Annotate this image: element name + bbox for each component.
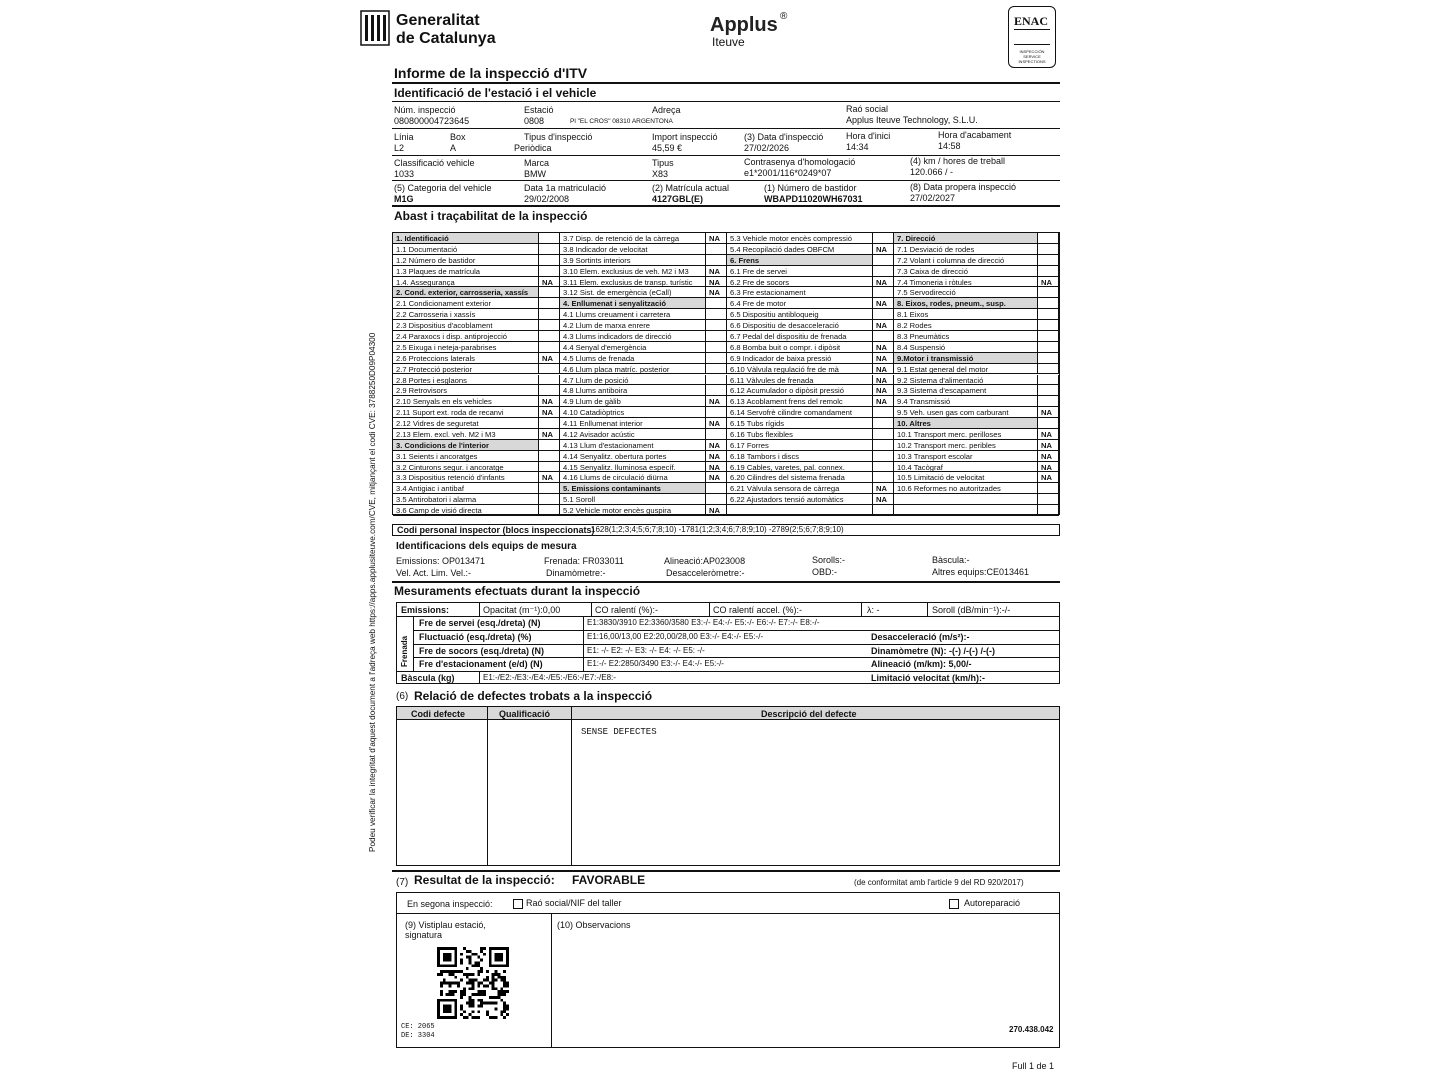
abast-item: 4.4 Senyal d'emergència — [560, 342, 705, 353]
abast-item: 4.15 Senyalitz. lluminosa específ. — [560, 462, 705, 473]
abast-item: 3.1 Seients i ancoratges — [393, 451, 538, 462]
abast-na-cell — [538, 266, 560, 277]
abast-item: 9.2 Sistema d'alimentació — [894, 375, 1037, 386]
abast-na-cell — [538, 298, 560, 309]
abast-na-cell: NA — [705, 418, 727, 429]
applus-subtitle: Iteuve — [712, 35, 745, 49]
defectes-table: Codi defecte Qualificació Descripció del defecte SENSE DEFECTES — [396, 706, 1060, 866]
abast-item: 6.1 Fre de servei — [727, 266, 872, 277]
abast-item: 2.6 Proteccions laterals — [393, 353, 538, 364]
abast-na-cell — [1037, 287, 1059, 298]
abast-na-cell: NA — [1037, 472, 1059, 483]
abast-na-cell — [1037, 342, 1059, 353]
abast-na-cell: NA — [705, 277, 727, 288]
abast-na-cell — [705, 364, 727, 375]
abast-na-cell — [1037, 331, 1059, 342]
abast-na-cell: NA — [705, 233, 727, 244]
applus-registered-mark: ® — [780, 11, 788, 22]
abast-na-cell — [1037, 505, 1059, 516]
abast-item: 2.10 Senyals en els vehicles — [393, 396, 538, 407]
generalitat-line2: de Catalunya — [396, 30, 496, 47]
abast-na-cell: NA — [872, 320, 894, 331]
abast-item: 6.21 Vàlvula sensora de càrrega — [727, 483, 872, 494]
abast-item: 9.4 Transmissió — [894, 396, 1037, 407]
abast-na-cell — [1037, 255, 1059, 266]
abast-item: 4.10 Catadiòptrics — [560, 407, 705, 418]
abast-item: 4.12 Avisador acústic — [560, 429, 705, 440]
abast-na-cell — [872, 429, 894, 440]
abast-na-cell: NA — [872, 364, 894, 375]
abast-item: 3.9 Sortints interiors — [560, 255, 705, 266]
abast-na-cell: NA — [538, 407, 560, 418]
abast-item: 1.4. Assegurança — [393, 277, 538, 288]
abast-item: 2.4 Paraxocs i disp. antiprojecció — [393, 331, 538, 342]
abast-na-cell — [1037, 233, 1059, 244]
abast-na-cell: NA — [872, 298, 894, 309]
abast-item: 1.1 Documentació — [393, 244, 538, 255]
abast-na-cell: NA — [705, 396, 727, 407]
abast-na-cell — [705, 244, 727, 255]
abast-na-cell — [1037, 483, 1059, 494]
abast-na-cell — [1037, 244, 1059, 255]
abast-item: 2.11 Suport ext. roda de recanvi — [393, 407, 538, 418]
itv-report-sheet: Generalitat de Catalunya Applus ® Iteuve ENAC INSPECCIÓN SERVICE INSPECTIONS Informe de la inspecció d'ITV Identificació de l'estació i el vehicle Núm. inspecció 080800004723645 Estació 0808 Adreça Pl "EL CROS" 08310 ARGENTONA Raó social Applus Iteuve Technology, S.L.U. Línia L2 Box A Tipus d'inspecció Periòdica Import inspecció 45,59 € (3) Data d'inspecció 27/02/2026 Hora d'inici 14:34 Hora d'acabament 14:58 Classificació vehicle 1033 Marca BMW Tipus X83 Contrasenya d'homologació e1*2001/116*0249*07 (4) km / hores de treball 120.066 / - (5) Categoria del vehicle M1G Data 1a matriculació 29/02/2008 (2) Matrícula actual 4127GBL(E) (1) Número de bastidor WBAPD11020WH67031 (8) Data propera inspecció 27/02/2027 Abast i traçabilitat de la inspecció 1. Identificació 1.1 Documentació 1.2 Número de bastidor 1.3 Plaques de matrícula 1.4. Assegurança NA 2. Cond. exterior, carrosseria, xassís 2.1 Condicionament exterior 2.2 Carrosseria i xassís 2.3 Dispositius d'acoblament 2.4 Paraxocs i disp. antiprojecció 2.5 Eixuga i neteja-parabrises 2.6 Proteccions laterals NA 2.7 Protecció posterior 2.8 Portes i esglaons 2.9 Retrovisors 2.10 Senyals en els vehicles NA 2.11 Suport ext. roda de recanvi NA 2.12 Vidres de seguretat 2.13 Elem. excl. veh. M2 i M3 NA 3. Condicions de l'interior 3.1 Seients i ancoratges 3.2 Cinturons segur. i ancoratge 3.3 Dispositius retenció d'infants NA 3.4 Antigiac i antibaf 3.5 Antirobatori i alarma 3.6 Camp de visió directa 3.7 Disp. de retenció de la càrrega NA 3.8 Indicador de velocitat 3.9 Sortints interiors 3.10 Elem. exclusius de veh. M2 i M3 NA 3.11 Elem. exclusius de transp. turístic NA 3.12 Sist. de emergència (eCall) NA 4. Enllumenat i senyalització 4.1 Llums creuament i carretera 4.2 Llum de marxa enrere 4.3 Llums indicadors de direcció 4.4 Senyal d'emergència 4.5 Llums de frenada 4.6 Llum placa matríc. posterior 4.7 Llum de posició 4.8 Llums antiboira 4.9 Llum de gàlib NA 4.10 Catadiòptrics 4.11 Enllumenat interior NA 4.12 Avisador acústic 4.13 Llum d'estacionament NA 4.14 Senyalitz. obertura portes NA 4.15 Senyalitz. lluminosa específ. NA 4.16 Llums de circulació diürna NA 5. Emissions contaminants 5.1 Soroll 5.2 Vehicle motor encès guspira NA 5.3 Vehicle motor encès compressió 5.4 Recopilació dades OBFCM NA 6. Frens 6.1 Fre de servei 6.2 Fre de socors NA 6.3 Fre estacionament 6.4 Fre de motor NA 6.5 Dispositiu antibloqueig 6.6 Dispositiu de desacceleració NA 6.7 Pedal del dispositiu de frenada 6.8 Bomba buit o compr. i dipòsit NA 6.9 Indicador de baixa pressió NA 6.10 Vàlvula regulació fre de mà NA 6.11 Vàlvules de frenada NA 6.12 Acumulador o dipòsit pressió NA 6.13 Acoblament frens del remolc NA 6.14 Servofrè cilindre comandament 6.15 Tubs rígids 6.16 Tubs flexibles 6.17 Forres 6.18 Tambors i discs 6.19 Cables, varetes, pal. connex. 6.20 Cilindres del sistema frenada 6.21 Vàlvula sensora de càrrega NA 6.22 Ajustadors tensió automàtics NA 7. Direcció 7.1 Desviació de rodes 7.2 Volant i columna de direcció 7.3 Caixa de direcció 7.4 Timoneria i ròtules NA 7.5 Servodirecció 8. Eixos, rodes, pneum., susp. 8.1 Eixos 8.2 Rodes 8.3 Pneumàtics 8.4 Suspensió 9.Motor i transmissió 9.1 Estat general del motor 9.2 Sistema d'alimentació 9.3 Sistema d'escapament 9.4 Transmissió 9.5 Veh. usen gas com carburant NA 10. Altres 10.1 Transport merc. perilloses NA 10.2 Transport merc. peribles NA 10.3 Transport escolar NA 10.4 Tacògraf NA 10.5 Limitació de velocitat NA 10.6 Reformes no autoritzades Codi personal inspector (blocs inspeccionats) 1628(1;2;3;4;5;6;7;8;10) -1781(1;2;3;4;6;7;8;9;10) -2789(2;5;6;7;8;9;10) Identificacions dels equips de mesura Emissions: OP013471 Frenada: FR033011 Alineació:AP023008 Sorolls:- Bàscula:- Vel. Act. Lim. Vel.:- Dinamòmetre:- Desacceleròmetre:- OBD:- Altres equips:CE013461 Mesuraments efectuats durant la inspecció Emissions: Opacitat (m⁻¹):0,00 CO ralentí (%):- CO ralentí accel. (%):- λ: - Soroll (dB/min⁻¹):-/- Frenada Fre de servei (esq./dreta) (N) E1:3830/3910 E2:3360/3580 E3:-/- E4:-/- E5:-/- E6:-/- E7:-/- E8:-/- Fluctuació (esq./dreta) (%) E1:16,00/13,00 E2:20,00/28,00 E3:-/- E4:-/- E5:-/- Desacceleració (m/s²):- Fre de socors (esq./dreta) (N) E1: -/- E2: -/- E3: -/- E4: -/- E5: -/- Dinamòmetre (N): -(-) /-(-) /-(-) Fre d'estacionament (e/d) (N) E1:-/- E2:2850/3490 E3:-/- E4:-/- E5:-/- Alineació (m/km): 5,00/- Bàscula (kg) E1:-/E2:-/E3:-/E4:-/E5:-/E6:-/E7:-/E8:- Limitació velocitat (km/h):- (6) Relació de defectes trobats a la inspecció Codi defecte Qualificació Descripció del defecte SENSE DEFECTES (7) Resultat de la inspecció: FAVORABLE (de conformitat amb l'article 9 del RD 920/2017) En segona inspecció: Raó social/NIF del taller Autoreparació (9) Vistiplau estació, signatura (10) Observacions CE: 2065 DE: 3304 270.438.042 Full 1 de 1 — [360, 6, 1066, 1074]
qr-code-icon — [437, 947, 509, 1019]
abast-item: 2.2 Carrosseria i xassís — [393, 309, 538, 320]
abast-item: 2.3 Dispositius d'acoblament — [393, 320, 538, 331]
resultat-label: Resultat de la inspecció: — [414, 873, 555, 887]
abast-item: 9.5 Veh. usen gas com carburant — [894, 407, 1037, 418]
abast-na-cell — [538, 331, 560, 342]
abast-item: 8.4 Suspensió — [894, 342, 1037, 353]
abast-na-cell — [872, 266, 894, 277]
abast-item: 6.8 Bomba buit o compr. i dipòsit — [727, 342, 872, 353]
abast-section-header: 8. Eixos, rodes, pneum., susp. — [894, 298, 1037, 309]
abast-item: 6.14 Servofrè cilindre comandament — [727, 407, 872, 418]
abast-na-cell — [538, 494, 560, 505]
abast-item: 6.16 Tubs flexibles — [727, 429, 872, 440]
abast-item: 3.5 Antirobatori i alarma — [393, 494, 538, 505]
abast-item: 6.11 Vàlvules de frenada — [727, 375, 872, 386]
abast-na-cell — [872, 331, 894, 342]
abast-na-cell — [872, 472, 894, 483]
abast-item: 4.7 Llum de posició — [560, 375, 705, 386]
autoreparacio-checkbox[interactable] — [949, 899, 959, 909]
abast-section-header: 6. Frens — [727, 255, 872, 266]
abast-heading: Abast i traçabilitat de la inspecció — [394, 209, 588, 223]
abast-na-cell — [1037, 364, 1059, 375]
abast-item: 6.17 Forres — [727, 440, 872, 451]
abast-na-cell — [705, 375, 727, 386]
frenada-vertical-label: Frenada — [400, 635, 409, 667]
abast-section-header: 1. Identificació — [393, 233, 538, 244]
abast-item: 3.2 Cinturons segur. i ancoratge — [393, 462, 538, 473]
abast-na-cell: NA — [872, 244, 894, 255]
abast-item: 9.1 Estat general del motor — [894, 364, 1037, 375]
abast-na-cell: NA — [1037, 440, 1059, 451]
abast-na-cell: NA — [1037, 451, 1059, 462]
abast-item: 4.5 Llums de frenada — [560, 353, 705, 364]
abast-section-header: 7. Direcció — [894, 233, 1037, 244]
abast-item: 7.3 Caixa de direcció — [894, 266, 1037, 277]
abast-na-cell — [872, 407, 894, 418]
abast-na-cell — [1037, 418, 1059, 429]
abast-na-cell — [1037, 320, 1059, 331]
abast-section-header: 10. Altres — [894, 418, 1037, 429]
abast-na-cell: NA — [1037, 407, 1059, 418]
abast-item: 3.7 Disp. de retenció de la càrrega — [560, 233, 705, 244]
abast-item: 6.9 Indicador de baixa pressió — [727, 353, 872, 364]
applus-logo-text: Applus — [710, 14, 778, 36]
abast-na-cell: NA — [872, 494, 894, 505]
abast-item: 6.15 Tubs rígids — [727, 418, 872, 429]
abast-item: 10.3 Transport escolar — [894, 451, 1037, 462]
abast-item: 6.22 Ajustadors tensió automàtics — [727, 494, 872, 505]
inspector-code-row: Codi personal inspector (blocs inspeccionats) 1628(1;2;3;4;5;6;7;8;10) -1781(1;2;3;4;6;7;8;9;10) -2789(2;5;6;7;8;9;10) — [392, 524, 1060, 536]
abast-item: 3.12 Sist. de emergència (eCall) — [560, 287, 705, 298]
abast-item: 3.8 Indicador de velocitat — [560, 244, 705, 255]
abast-na-cell — [538, 255, 560, 266]
defectes-content: SENSE DEFECTES — [581, 727, 657, 737]
abast-item: 2.12 Vidres de seguretat — [393, 418, 538, 429]
abast-na-cell — [705, 385, 727, 396]
abast-na-cell — [538, 342, 560, 353]
abast-na-cell: NA — [872, 342, 894, 353]
resultat-box: En segona inspecció: Raó social/NIF del taller Autoreparació (9) Vistiplau estació, signatura (10) Observacions CE: 2065 DE: 3304 270.438.042 — [396, 892, 1060, 1048]
abast-na-cell — [872, 440, 894, 451]
abast-checklist — [392, 232, 1060, 515]
abast-na-cell — [872, 451, 894, 462]
abast-na-cell — [538, 244, 560, 255]
abast-item: 6.3 Fre estacionament — [727, 287, 872, 298]
abast-na-cell — [538, 320, 560, 331]
abast-na-cell — [538, 364, 560, 375]
abast-na-cell — [1037, 494, 1059, 505]
abast-item: 8.2 Rodes — [894, 320, 1037, 331]
abast-item: 2.5 Eixuga i neteja-parabrises — [393, 342, 538, 353]
abast-item: 3.3 Dispositius retenció d'infants — [393, 472, 538, 483]
abast-item: 6.19 Cables, varetes, pal. connex. — [727, 462, 872, 473]
abast-item: 10.2 Transport merc. peribles — [894, 440, 1037, 451]
abast-na-cell — [705, 494, 727, 505]
abast-na-cell: NA — [1037, 277, 1059, 288]
abast-na-cell — [705, 407, 727, 418]
abast-item: 4.1 Llums creuament i carretera — [560, 309, 705, 320]
mesuraments-table: Emissions: Opacitat (m⁻¹):0,00 CO ralentí (%):- CO ralentí accel. (%):- λ: - Soroll (dB/min⁻¹):-/- Frenada Fre de servei (esq./dreta) (N) E1:3830/3910 E2:3360/3580 E3:-/- E4:-/- E5:-/- E6:-/- E7:-/- E8:-/- Fluctuació (esq./dreta) (%) E1:16,00/13,00 E2:20,00/28,00 E3:-/- E4:-/- E5:-/- Desacceleració (m/s²):- Fre de socors (esq./dreta) (N) E1: -/- E2: -/- E3: -/- E4: -/- E5: -/- Dinamòmetre (N): -(-) /-(-) /-(-) Fre d'estacionament (e/d) (N) E1:-/- E2:2850/3490 E3:-/- E4:-/- E5:-/- Alineació (m/km): 5,00/- Bàscula (kg) E1:-/E2:-/E3:-/E4:-/E5:-/E6:-/E7:-/E8:- Limitació velocitat (km/h):- — [396, 602, 1060, 684]
verification-note: Podeu verificar la integritat d'aquest document a l'adreça web https://apps.applusiteuve.com/CVE, mitjançant el codi CVE: 3788250D09P04300 — [368, 332, 377, 852]
abast-item: 5.4 Recopilació dades OBFCM — [727, 244, 872, 255]
abast-na-cell: NA — [538, 277, 560, 288]
generalitat-logo-icon — [360, 10, 390, 46]
abast-item: 5.3 Vehicle motor encès compressió — [727, 233, 872, 244]
abast-item: 4.6 Llum placa matríc. posterior — [560, 364, 705, 375]
abast-na-cell — [538, 462, 560, 473]
abast-na-cell — [705, 342, 727, 353]
abast-na-cell: NA — [538, 353, 560, 364]
abast-item: 6.5 Dispositiu antibloqueig — [727, 309, 872, 320]
ident-heading: Identificació de l'estació i el vehicle — [394, 86, 597, 100]
abast-na-cell — [1037, 396, 1059, 407]
abast-na-cell: NA — [872, 375, 894, 386]
report-title: Informe de la inspecció d'ITV — [394, 65, 588, 81]
abast-na-cell: NA — [872, 353, 894, 364]
abast-na-cell: NA — [872, 396, 894, 407]
abast-item — [727, 505, 872, 516]
abast-item: 6.18 Tambors i discs — [727, 451, 872, 462]
enac-seal-icon — [1008, 6, 1056, 68]
abast-na-cell — [538, 483, 560, 494]
abast-na-cell: NA — [538, 472, 560, 483]
enac-sublabel: INSPECCIÓN SERVICE INSPECTIONS — [1018, 49, 1046, 64]
abast-item: 2.1 Condicionament exterior — [393, 298, 538, 309]
abast-item: 8.1 Eixos — [894, 309, 1037, 320]
abast-item: 4.14 Senyalitz. obertura portes — [560, 451, 705, 462]
abast-item: 2.9 Retrovisors — [393, 385, 538, 396]
abast-item: 4.11 Enllumenat interior — [560, 418, 705, 429]
abast-item: 6.10 Vàlvula regulació fre de mà — [727, 364, 872, 375]
enac-label: ENAC — [1014, 14, 1049, 28]
abast-na-cell — [705, 331, 727, 342]
abast-section-header: 3. Condicions de l'interior — [393, 440, 538, 451]
abast-na-cell: NA — [538, 429, 560, 440]
abast-item: 4.13 Llum d'estacionament — [560, 440, 705, 451]
resultat-note: (de conformitat amb l'article 9 del RD 920/2017) — [854, 878, 1024, 887]
abast-item: 4.8 Llums antiboira — [560, 385, 705, 396]
abast-na-cell — [1037, 385, 1059, 396]
abast-item: 2.7 Protecció posterior — [393, 364, 538, 375]
equips-heading: Identificacions dels equips de mesura — [396, 541, 577, 552]
abast-section-header: 4. Enllumenat i senyalització — [560, 298, 705, 309]
abast-na-cell — [705, 255, 727, 266]
resultat-value: FAVORABLE — [572, 873, 646, 887]
abast-na-cell: NA — [872, 277, 894, 288]
abast-na-cell — [705, 309, 727, 320]
abast-item: 1.2 Número de bastidor — [393, 255, 538, 266]
abast-na-cell — [872, 505, 894, 516]
abast-na-cell: NA — [872, 385, 894, 396]
abast-na-cell — [705, 483, 727, 494]
abast-section-header: 2. Cond. exterior, carrosseria, xassís — [393, 287, 538, 298]
abast-item: 7.1 Desviació de rodes — [894, 244, 1037, 255]
abast-na-cell — [1037, 298, 1059, 309]
abast-section-header: 9.Motor i transmissió — [894, 353, 1037, 364]
abast-na-cell — [872, 233, 894, 244]
abast-na-cell — [538, 505, 560, 516]
abast-item: 3.4 Antigiac i antibaf — [393, 483, 538, 494]
abast-item: 4.3 Llums indicadors de direcció — [560, 331, 705, 342]
abast-item: 8.3 Pneumàtics — [894, 331, 1037, 342]
abast-item: 6.13 Acoblament frens del remolc — [727, 396, 872, 407]
abast-na-cell — [872, 462, 894, 473]
abast-item: 4.16 Llums de circulació diürna — [560, 472, 705, 483]
abast-na-cell — [705, 353, 727, 364]
abast-item: 10.1 Transport merc. perilloses — [894, 429, 1037, 440]
abast-item: 7.4 Timoneria i ròtules — [894, 277, 1037, 288]
page-number: Full 1 de 1 — [1012, 1061, 1055, 1071]
abast-na-cell — [872, 418, 894, 429]
abast-item: 5.1 Soroll — [560, 494, 705, 505]
abast-na-cell: NA — [705, 266, 727, 277]
abast-na-cell — [538, 385, 560, 396]
abast-item: 4.9 Llum de gàlib — [560, 396, 705, 407]
abast-na-cell — [1037, 266, 1059, 277]
abast-na-cell — [538, 375, 560, 386]
abast-na-cell — [872, 255, 894, 266]
abast-item: 6.2 Fre de socors — [727, 277, 872, 288]
abast-item: 4.2 Llum de marxa enrere — [560, 320, 705, 331]
abast-na-cell — [1037, 353, 1059, 364]
abast-na-cell — [872, 287, 894, 298]
abast-item: 6.6 Dispositiu de desacceleració — [727, 320, 872, 331]
abast-na-cell — [538, 287, 560, 298]
abast-item — [894, 505, 1037, 516]
abast-na-cell: NA — [705, 505, 727, 516]
abast-na-cell — [538, 418, 560, 429]
abast-item: 10.4 Tacògraf — [894, 462, 1037, 473]
abast-na-cell: NA — [705, 287, 727, 298]
abast-na-cell — [538, 309, 560, 320]
abast-item: 6.7 Pedal del dispositiu de frenada — [727, 331, 872, 342]
abast-na-cell — [538, 440, 560, 451]
abast-item: 10.5 Limitació de velocitat — [894, 472, 1037, 483]
abast-item: 6.20 Cilindres del sistema frenada — [727, 472, 872, 483]
abast-item — [894, 494, 1037, 505]
abast-na-cell: NA — [872, 483, 894, 494]
abast-na-cell — [538, 233, 560, 244]
generalitat-line1: Generalitat — [396, 12, 480, 29]
abast-na-cell: NA — [1037, 429, 1059, 440]
abast-item: 3.10 Elem. exclusius de veh. M2 i M3 — [560, 266, 705, 277]
abast-na-cell: NA — [705, 472, 727, 483]
abast-na-cell — [705, 320, 727, 331]
abast-item: 5.2 Vehicle motor encès guspira — [560, 505, 705, 516]
abast-na-cell — [1037, 375, 1059, 386]
abast-na-cell: NA — [705, 462, 727, 473]
abast-item: 1.3 Plaques de matrícula — [393, 266, 538, 277]
abast-item: 7.5 Servodirecció — [894, 287, 1037, 298]
abast-item: 9.3 Sistema d'escapament — [894, 385, 1037, 396]
abast-item: 7.2 Volant i columna de direcció — [894, 255, 1037, 266]
abast-item: 6.12 Acumulador o dipòsit pressió — [727, 385, 872, 396]
rao-social-checkbox[interactable] — [513, 899, 523, 909]
defectes-heading: Relació de defectes trobats a la inspecció — [414, 689, 653, 703]
abast-item: 3.11 Elem. exclusius de transp. turístic — [560, 277, 705, 288]
abast-na-cell: NA — [538, 396, 560, 407]
abast-na-cell — [705, 298, 727, 309]
abast-na-cell — [538, 451, 560, 462]
abast-item: 2.8 Portes i esglaons — [393, 375, 538, 386]
abast-na-cell: NA — [705, 440, 727, 451]
abast-item: 3.6 Camp de visió directa — [393, 505, 538, 516]
abast-item: 10.6 Reformes no autoritzades — [894, 483, 1037, 494]
abast-na-cell: NA — [705, 451, 727, 462]
abast-item: 6.4 Fre de motor — [727, 298, 872, 309]
abast-item: 2.13 Elem. excl. veh. M2 i M3 — [393, 429, 538, 440]
abast-na-cell — [872, 309, 894, 320]
abast-na-cell — [705, 429, 727, 440]
mesuraments-heading: Mesuraments efectuats durant la inspecció — [394, 584, 641, 598]
abast-section-header: 5. Emissions contaminants — [560, 483, 705, 494]
abast-na-cell: NA — [1037, 462, 1059, 473]
abast-na-cell — [1037, 309, 1059, 320]
